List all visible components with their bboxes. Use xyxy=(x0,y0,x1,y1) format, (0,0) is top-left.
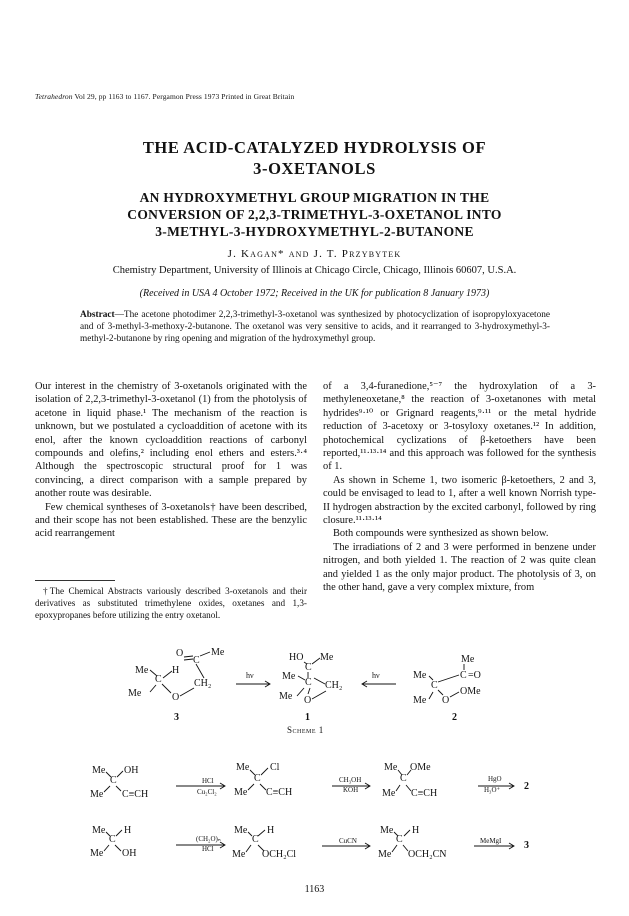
title-line-2: 3-OXETANOLS xyxy=(253,159,376,178)
bond-line xyxy=(104,786,110,792)
atom-label: C xyxy=(110,775,117,786)
journal-name: Tetrahedron xyxy=(35,92,73,101)
footnote-text: †The Chemical Abstracts variously described 3-oxetanols and their derivatives as substituted trimethylene oxides, oxetanes and 1,3-epoxypropanes before utilizing the entry oxetanol. xyxy=(35,586,307,620)
atom-label: C xyxy=(431,680,438,691)
atom-label: Me xyxy=(90,789,104,800)
atom-label: C xyxy=(396,834,403,845)
bond-line xyxy=(184,656,193,657)
compound-label-3: 3 xyxy=(174,712,179,723)
atom-label: C xyxy=(109,834,116,845)
atom-label: CH₂ xyxy=(325,680,343,691)
atom-label: C≡CH xyxy=(411,788,438,799)
atom-label: Me xyxy=(234,825,248,836)
atom-label: C xyxy=(252,834,259,845)
atom-label: Me xyxy=(135,665,149,676)
reagent-hv: hν xyxy=(372,671,380,680)
atom-label: Me xyxy=(234,787,248,798)
bond-line xyxy=(450,692,459,697)
atom-label: Me xyxy=(92,765,106,776)
reagent-hv: hν xyxy=(246,671,254,680)
bond-line xyxy=(200,652,210,656)
bond-line xyxy=(308,688,310,694)
atom-label: OH xyxy=(122,848,137,859)
atom-label: Me xyxy=(236,762,250,773)
bond-line xyxy=(403,845,408,851)
atom-label: Cl xyxy=(270,762,280,773)
scheme-figure xyxy=(0,600,629,880)
bond-line xyxy=(438,690,443,695)
reagent-label: CuCN xyxy=(339,837,357,845)
atom-label: Me xyxy=(279,691,293,702)
bond-line xyxy=(162,684,171,693)
bond-line xyxy=(180,688,194,696)
page-number: 1163 xyxy=(304,884,325,895)
bond-line xyxy=(392,845,397,852)
bond-line xyxy=(312,658,320,664)
atom-label: Me xyxy=(282,671,296,682)
bond-line xyxy=(261,768,268,775)
bond-line xyxy=(258,830,265,836)
body-paragraph: As shown in Scheme 1, two isomeric β-ketoethers, 2 and 3, could be envisaged to lead to 1, after a well known Norrish type-II hydrogen abstraction by the excited carbonyl, followed by ring closure.¹¹·¹³·¹⁴ xyxy=(323,474,596,527)
bond-line xyxy=(429,692,433,699)
atom-label: C xyxy=(460,670,467,681)
bond-line xyxy=(298,676,305,680)
atom-label: Me xyxy=(413,695,427,706)
bond-line xyxy=(104,845,109,851)
atom-label: C xyxy=(305,662,312,673)
compound-label-2: 2 xyxy=(452,712,457,723)
atom-label: H xyxy=(267,825,275,836)
subtitle-line-1: AN HYDROXYMETHYL GROUP MIGRATION IN THE xyxy=(139,190,490,205)
bond-line xyxy=(150,670,157,676)
atom-label: H xyxy=(124,825,132,836)
body-paragraph: Few chemical syntheses of 3-oxetanols† have been described, and their scope has not been established. These are the benzylic acid rearrangement xyxy=(35,501,307,540)
atom-label: O xyxy=(172,692,180,703)
reagent-label: HCl xyxy=(202,777,214,785)
abstract xyxy=(80,309,550,346)
atom-label: C xyxy=(193,655,200,666)
bond-line xyxy=(184,659,193,660)
reagent-label: HCl xyxy=(202,845,214,853)
bond-line xyxy=(117,771,123,777)
bond-line xyxy=(438,675,459,682)
reagent-label: CH₃OH xyxy=(339,776,362,784)
bond-line xyxy=(258,845,264,851)
bond-line xyxy=(116,786,121,791)
atom-label: O xyxy=(304,695,312,706)
atom-label: Me xyxy=(378,849,392,860)
atom-label: C xyxy=(155,674,162,685)
subtitle-line-2: CONVERSION OF 2,2,3-TRIMETHYL-3-OXETANOL INTO xyxy=(127,207,502,222)
body-column-right xyxy=(323,380,596,595)
atom-label: Me xyxy=(382,788,396,799)
body-paragraph: The irradiations of 2 and 3 were performed in benzene under nitrogen, and both yielded 1. The reaction of 2 was quite clean and yielded 1 as the only major product. The photolysis of 3, on the other hand, gave a very complex mixture, from xyxy=(323,541,596,594)
reagent-label: H₃O⁺ xyxy=(484,786,501,794)
reagent-label: MeMgI xyxy=(480,837,502,845)
affiliation: Chemistry Department, University of Illinois at Chicago Circle, Chicago, Illinois 60607, U.S.A. xyxy=(112,265,517,276)
bond-line xyxy=(150,685,156,692)
bond-line xyxy=(297,688,304,696)
body-paragraph: of a 3,4-furanedione,⁵⁻⁷ the hydroxylation of a 3-methyleneoxetane,⁸ the reaction of 3-oxetanones with metal hydrides⁹·¹⁰ or Grignard reagents,⁹·¹¹ or the metal hydride reduction of 3-acetoxy or 3-tosyloxy oxetanes.¹² In addition, photochemical cyclizations of β-ketoethers have been reported,¹¹·¹³·¹⁴ and this approach was followed for the synthesis of 1. xyxy=(323,381,596,473)
atom-label: Me xyxy=(128,688,142,699)
atom-label: OMe xyxy=(460,686,481,697)
body-column-left xyxy=(35,380,307,541)
atom-label: Me xyxy=(320,652,334,663)
journal-header xyxy=(35,92,294,101)
atom-label: O xyxy=(176,648,184,659)
atom-label: O xyxy=(442,695,450,706)
body-paragraph: Both compounds were synthesized as shown below. xyxy=(333,528,549,540)
atom-label: H xyxy=(412,825,420,836)
scheme-caption: Scheme 1 xyxy=(287,725,324,735)
atom-label: Me xyxy=(380,825,394,836)
atom-label: C xyxy=(400,773,407,784)
journal-citation: Vol 29, pp 1163 to 1167. Pergamon Press 1973 Printed in Great Britain xyxy=(74,92,295,101)
bond-line xyxy=(312,691,326,699)
atom-label: OH xyxy=(124,765,139,776)
bond-line xyxy=(115,845,121,851)
atom-label: =O xyxy=(468,670,481,681)
abstract-label: Abstract xyxy=(80,310,115,320)
bond-line xyxy=(396,785,400,791)
bond-line xyxy=(248,784,254,790)
atom-label: CH₂ xyxy=(194,678,212,689)
reagent-label: HgO xyxy=(488,775,502,783)
received-dates: (Received in USA 4 October 1972; Received in the UK for publication 8 January 1973) xyxy=(139,288,490,299)
atom-label: Me xyxy=(232,849,246,860)
atom-label: Me xyxy=(384,762,398,773)
abstract-text: —The acetone photodimer 2,2,3-trimethyl-3-oxetanol was synthesized by photocyclization of isopropyloxyacetone and of 3-methyl-3-methoxy-2-butanone. The oxetanol was very sensitive to acids, and it rearranged to 3-hydroxymethyl-3-methyl-2-butanone by ring opening and migration of the hydroxymethyl group. xyxy=(80,310,550,345)
atom-label: Me xyxy=(461,654,475,665)
atom-label: C xyxy=(305,677,312,688)
atom-label: C≡CH xyxy=(266,787,293,798)
atom-label: HO xyxy=(289,652,304,663)
atom-label: OMe xyxy=(410,762,431,773)
reagent-label: KOH xyxy=(343,786,359,794)
bond-line xyxy=(314,678,325,684)
bond-line xyxy=(196,664,204,678)
reagent-label: (CH₂O)ₙ xyxy=(196,835,221,843)
atom-label: C≡CH xyxy=(122,789,149,800)
compound-label-1: 1 xyxy=(305,712,310,723)
atom-label: Me xyxy=(90,848,104,859)
product-label-3: 3 xyxy=(524,840,529,851)
bond-line xyxy=(116,830,122,836)
atom-label: H xyxy=(172,665,180,676)
reagent-label: Cu₂Cl₂ xyxy=(197,788,217,796)
subtitle-line-3: 3-METHYL-3-HYDROXYMETHYL-2-BUTANONE xyxy=(155,224,474,239)
atom-label: Me xyxy=(92,825,106,836)
bond-line xyxy=(246,845,251,852)
body-paragraph: Our interest in the chemistry of 3-oxetanols originated with the isolation of 2,2,3-trimethyl-3-oxetanol (1) from the photolysis of acetone in liquid phase.¹ The mechanism of the reaction is unknown, but we postulated a cycloaddition of acetone with its enol, after the known cycloaddition reactions of carbonyl compounds and olefins,² including enol ethers and esters.³·⁴ Although the spectroscopic structural proof for 1 was convincing, a direct comparison with a sample prepared by another route was desirable. xyxy=(35,381,307,500)
footnote-divider xyxy=(35,580,115,581)
atom-label: Me xyxy=(413,670,427,681)
atom-label: C xyxy=(254,773,261,784)
atom-label: OCH₂Cl xyxy=(262,849,297,860)
title-line-1: THE ACID-CATALYZED HYDROLYSIS OF xyxy=(142,138,487,157)
atom-label: Me xyxy=(211,647,225,658)
authors: J. Kagan* and J. T. Przybytek xyxy=(227,248,402,260)
bond-line xyxy=(404,830,410,836)
product-label-2: 2 xyxy=(524,781,529,792)
atom-label: OCH₂CN xyxy=(408,849,447,860)
bond-line xyxy=(163,671,172,678)
